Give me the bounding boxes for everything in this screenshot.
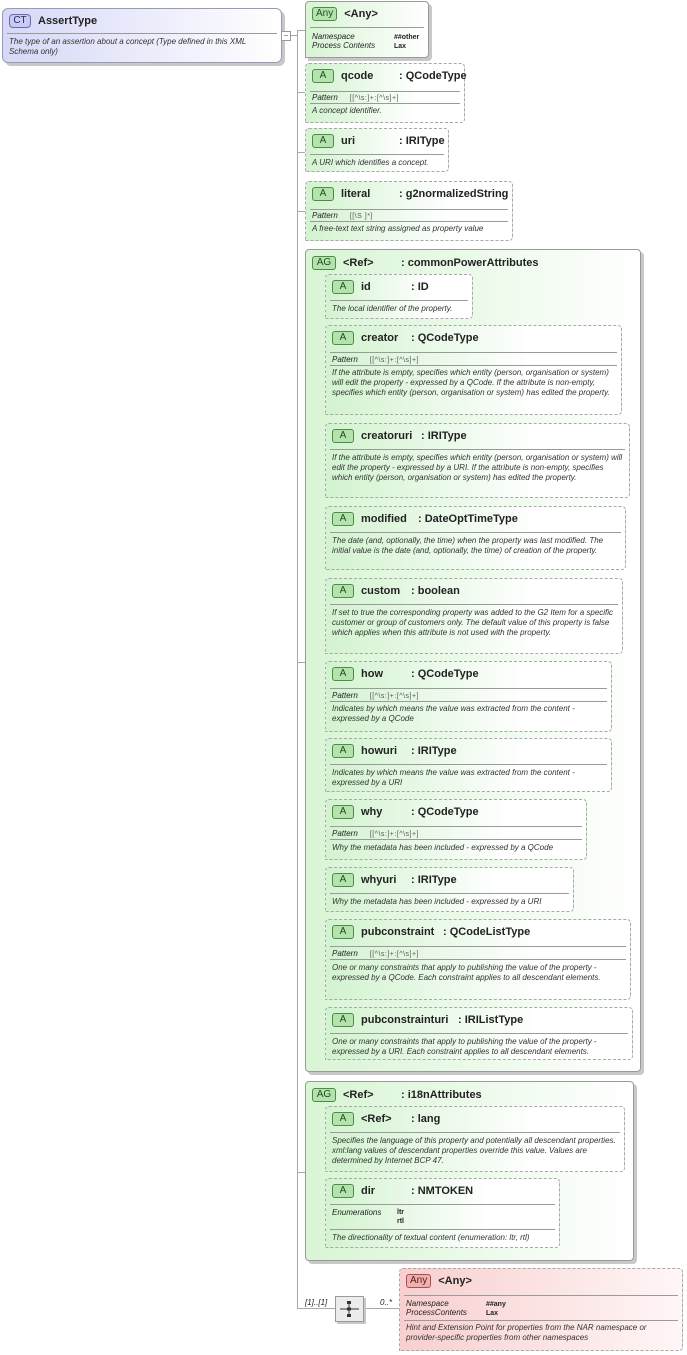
any-cardinality: 0..* <box>380 1298 393 1307</box>
attr-why-doc: Why the metadata has been included - expressed by a QCode <box>332 843 554 852</box>
attribute-group-icon: AG <box>312 1088 336 1102</box>
attr-creator-pattern: [[^\s:]+:[^\s]+] <box>369 357 419 364</box>
attr-uri-type: : IRIType <box>399 135 445 147</box>
ct-badge: CT <box>9 14 31 28</box>
any-any-pc-val: Lax <box>486 1310 499 1317</box>
attr-literal-name: literal <box>341 188 371 200</box>
attr-custom-type: : boolean <box>411 585 460 597</box>
attribute-icon: A <box>312 134 334 148</box>
attr-lang[interactable] <box>325 1106 625 1172</box>
group-common-type: : commonPowerAttributes <box>401 257 539 269</box>
attribute-icon: A <box>332 584 354 598</box>
attr-literal-doc: A free-text text string assigned as property value <box>312 224 484 233</box>
attr-why-name: why <box>361 806 383 818</box>
attr-custom-doc: If set to true the corresponding property was added to the G2 Item for a specific customer or group of customers only. The default value of this property is false which applies when this attribute is not used with the property. <box>332 608 614 637</box>
attr-howuri-type: : IRIType <box>411 745 457 757</box>
attr-uri[interactable] <box>305 128 449 172</box>
attr-dir[interactable] <box>325 1178 560 1248</box>
any-any-ns-key: Namespace <box>406 1299 449 1308</box>
attr-howuri-name: howuri <box>361 745 398 757</box>
attr-pubconstraint-doc: One or many constraints that apply to publishing the value of the property - expressed by a QCode. Each constraint applies to all descendant elements. <box>332 963 601 982</box>
attr-qcode-pattern: [[^\s:]+:[^\s]+] <box>349 95 399 102</box>
link-sequence <box>297 1308 335 1309</box>
attr-why-type: : QCodeType <box>411 806 479 818</box>
sequence-cardinality: [1]..[1] <box>305 1298 328 1307</box>
attr-creatoruri[interactable] <box>325 423 630 498</box>
attr-id-doc: The local identifier of the property. <box>332 304 453 313</box>
attribute-icon: A <box>332 429 354 443</box>
any-badge: Any <box>406 1274 431 1288</box>
attr-creatoruri-doc: If the attribute is empty, specifies which entity (person, organisation or system) will edit the property - expressed by a URI. If the attribute is non-empty, specifies which entity (person, organisation or system) has edited the property. <box>332 453 623 482</box>
attr-dir-doc: The directionality of textual content (enumeration: ltr, rtl) <box>332 1233 530 1242</box>
attr-literal-pattern-label: Pattern <box>312 211 338 220</box>
attr-literal[interactable] <box>305 181 513 241</box>
sequence-compositor[interactable] <box>335 1296 364 1322</box>
attr-creator[interactable] <box>325 325 622 415</box>
attr-why-pattern: [[^\s:]+:[^\s]+] <box>369 831 419 838</box>
attribute-icon: A <box>332 1013 354 1027</box>
main-trunk <box>297 30 298 1308</box>
attr-dir-type: : NMTOKEN <box>411 1185 474 1197</box>
any-other-name: <Any> <box>344 8 378 20</box>
attr-modified-doc: The date (and, optionally, the time) when the property was last modified. The initial value is the date (and, optionally, the time) of creation of the property. <box>332 536 604 555</box>
attr-modified[interactable] <box>325 506 626 570</box>
attr-pubconstraint-name: pubconstraint <box>361 926 435 938</box>
attribute-icon: A <box>332 280 354 294</box>
attr-why[interactable] <box>325 799 587 860</box>
any-other-ns-val: ##other <box>394 34 420 41</box>
attr-pubconstraint[interactable] <box>325 919 631 1000</box>
attr-how-pattern-label: Pattern <box>332 691 358 700</box>
complex-type-doc: The type of an assertion about a concept (Type defined in this XML Schema only) <box>9 37 247 56</box>
any-other-box[interactable] <box>305 1 429 58</box>
any-other-pc-val: Lax <box>394 43 407 50</box>
attr-why-pattern-label: Pattern <box>332 829 358 838</box>
attribute-icon: A <box>332 667 354 681</box>
group-i18n-ref: <Ref> <box>343 1089 374 1101</box>
attr-qcode-pattern-label: Pattern <box>312 93 338 102</box>
attr-how-type: : QCodeType <box>411 668 479 680</box>
attr-dir-enum-rtl: rtl <box>397 1218 404 1225</box>
attr-whyuri[interactable] <box>325 867 574 912</box>
attr-pubconstrainturi-name: pubconstrainturi <box>361 1014 449 1026</box>
group-i18n-type: : i18nAttributes <box>401 1089 482 1101</box>
attr-creator-type: : QCodeType <box>411 332 479 344</box>
attr-how[interactable] <box>325 661 612 732</box>
attr-literal-type: : g2normalizedString <box>399 188 509 200</box>
attribute-icon: A <box>332 744 354 758</box>
attribute-group-icon: AG <box>312 256 336 270</box>
attribute-icon: A <box>332 331 354 345</box>
any-any-ns-val: ##any <box>486 1301 506 1308</box>
attr-qcode[interactable] <box>305 63 465 123</box>
attr-modified-name: modified <box>361 513 407 525</box>
attr-literal-pattern: [[\S ]*] <box>349 213 373 220</box>
link-any-any <box>364 1308 399 1309</box>
attr-id-type: : ID <box>411 281 429 293</box>
attr-how-doc: Indicates by which means the value was extracted from the content - expressed by a QCode <box>332 704 575 723</box>
attr-creator-name: creator <box>361 332 399 344</box>
attribute-icon: A <box>332 925 354 939</box>
attribute-icon: A <box>332 512 354 526</box>
attr-creator-pattern-label: Pattern <box>332 355 358 364</box>
any-other-pc-key: Process Contents <box>312 41 376 50</box>
complex-type-box[interactable] <box>2 8 289 63</box>
attr-pubconstraint-pattern-label: Pattern <box>332 949 358 958</box>
any-any-doc: Hint and Extension Point for properties from the NAR namespace or provider-specific properties from other namespaces <box>406 1323 647 1342</box>
attr-pubconstrainturi-doc: One or many constraints that apply to publishing the value of the property - expressed by a URI. Each constraint applies to all descendant elements. <box>332 1037 597 1056</box>
attr-pubconstraint-type: : QCodeListType <box>443 926 531 938</box>
attribute-icon: A <box>332 1184 354 1198</box>
attr-qcode-name: qcode <box>341 70 374 82</box>
attribute-icon: A <box>332 805 354 819</box>
any-badge: Any <box>312 7 337 21</box>
any-any-name: <Any> <box>438 1275 472 1287</box>
attr-whyuri-name: whyuri <box>361 874 397 886</box>
group-common-ref: <Ref> <box>343 257 374 269</box>
attr-pubconstrainturi-type: : IRIListType <box>458 1014 524 1026</box>
attr-dir-name: dir <box>361 1185 376 1197</box>
attr-howuri[interactable] <box>325 738 612 792</box>
attr-whyuri-doc: Why the metadata has been included - expressed by a URI <box>332 897 542 906</box>
attribute-icon: A <box>312 187 334 201</box>
attr-id[interactable] <box>325 274 473 319</box>
attr-how-pattern: [[^\s:]+:[^\s]+] <box>369 693 419 700</box>
attr-howuri-doc: Indicates by which means the value was extracted from the content - expressed by a URI <box>332 768 575 787</box>
attr-creator-doc: If the attribute is empty, specifies which entity (person, organisation or system) will edit the property - expressed by a QCode. If the attribute is non-empty, specifies which entity (person, organisation or system) has edited the property. <box>332 368 610 397</box>
attr-id-name: id <box>361 281 371 293</box>
attr-creatoruri-name: creatoruri <box>361 430 413 442</box>
attribute-icon: A <box>312 69 334 83</box>
attr-lang-ref: <Ref> <box>361 1113 392 1125</box>
attr-qcode-doc: A concept identifier. <box>312 106 382 115</box>
sequence-icon <box>336 1297 363 1321</box>
attr-modified-type: : DateOptTimeType <box>418 513 518 525</box>
attr-custom-name: custom <box>361 585 401 597</box>
attribute-icon: A <box>332 873 354 887</box>
attr-uri-doc: A URI which identifies a concept. <box>312 158 429 167</box>
any-any-box[interactable] <box>399 1268 683 1351</box>
any-other-ns-key: Namespace <box>312 32 355 41</box>
attr-how-name: how <box>361 668 383 680</box>
attr-lang-doc: Specifies the language of this property and potentially all descendant properties. xml:lang values of descendant properties override this value. Values are determined by Internet BCP 47. <box>332 1136 616 1165</box>
complex-type-name: AssertType <box>38 15 98 27</box>
any-any-pc-key: ProcessContents <box>406 1308 467 1317</box>
attr-pubconstraint-pattern: [[^\s:]+:[^\s]+] <box>369 951 419 958</box>
attr-whyuri-type: : IRIType <box>411 874 457 886</box>
attr-lang-type: : lang <box>411 1113 441 1125</box>
attr-qcode-type: : QCodeType <box>399 70 467 82</box>
attr-dir-enum-ltr: ltr <box>397 1209 404 1216</box>
attr-custom[interactable] <box>325 578 623 654</box>
attr-pubconstrainturi[interactable] <box>325 1007 633 1060</box>
attr-uri-name: uri <box>341 135 356 147</box>
expand-toggle[interactable]: − <box>281 31 291 41</box>
attr-dir-enum-label: Enumerations <box>332 1208 382 1217</box>
attr-creatoruri-type: : IRIType <box>421 430 467 442</box>
attribute-icon: A <box>332 1112 354 1126</box>
